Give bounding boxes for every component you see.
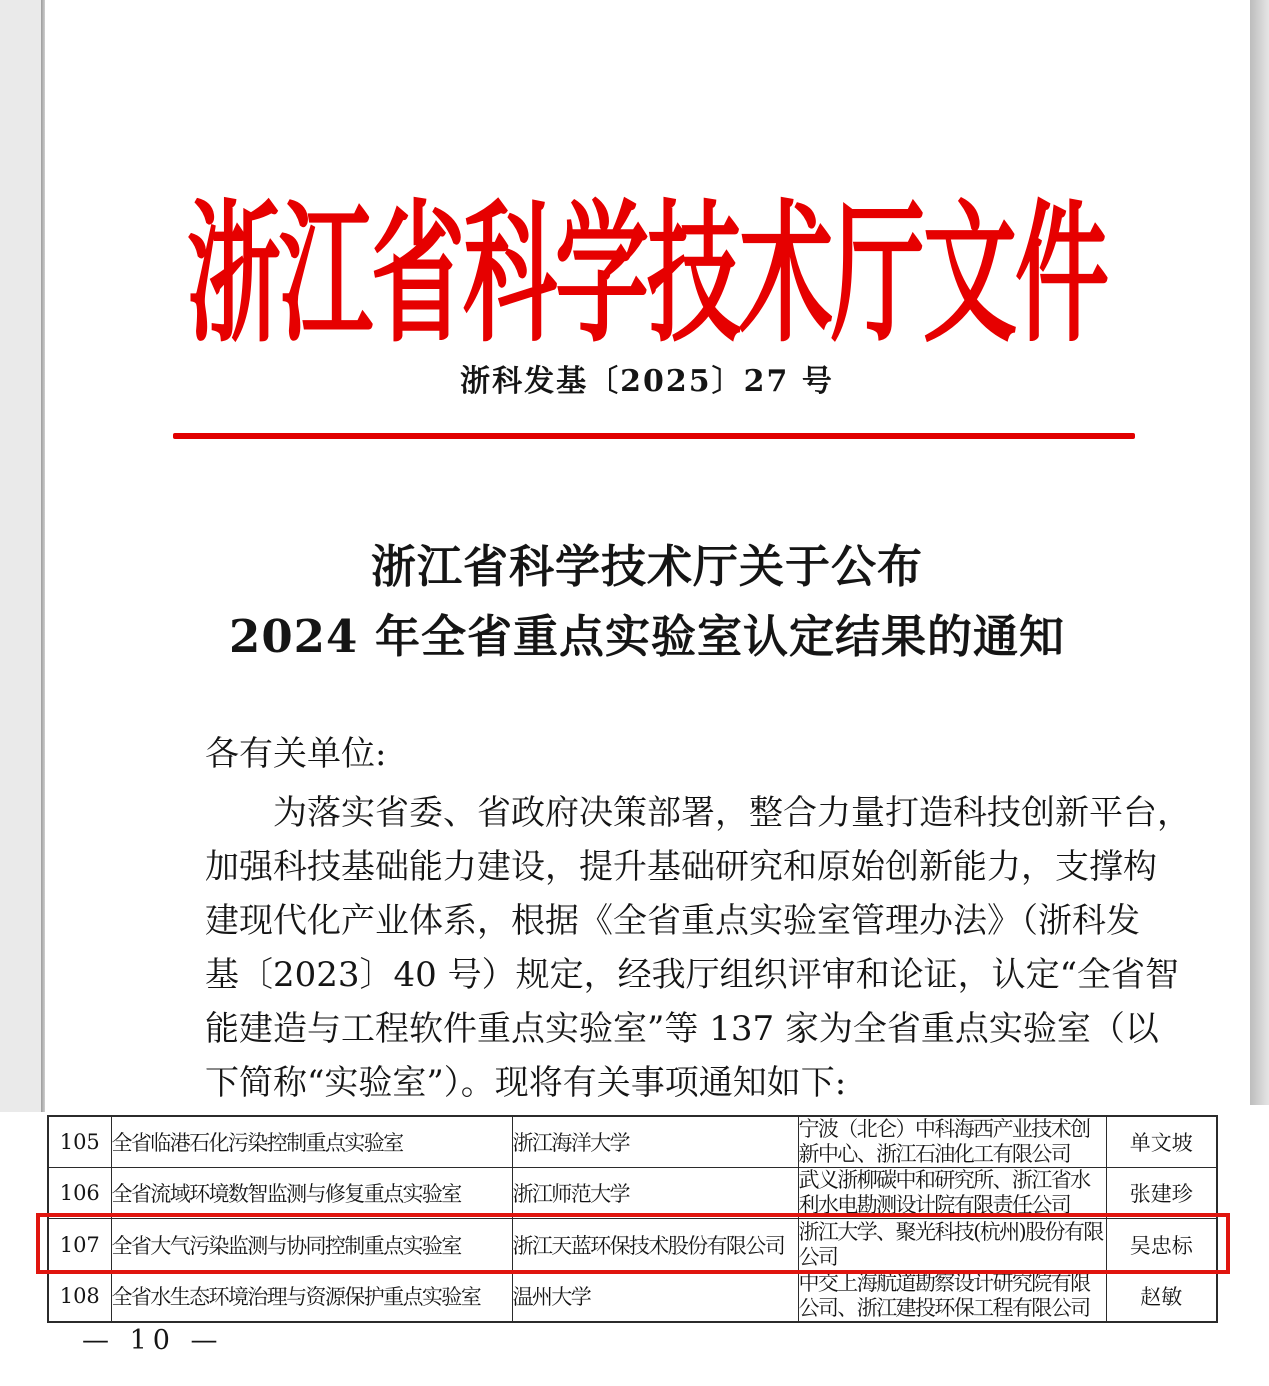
notice-subtitle-line-2: 2024 年全省重点实验室认定结果的通知 — [229, 610, 1065, 663]
page-right-edge-shadow — [1250, 0, 1269, 1105]
body-line-6: 下简称“实验室”）。现将有关事项通知如下: — [205, 1063, 847, 1103]
body-line-1: 为落实省委、省政府决策部署，整合力量打造科技创新平台， — [273, 793, 1191, 833]
table-row-108 — [48, 1271, 1217, 1323]
notice-subtitle-line-1: 浙江省科学技术厅关于公布 — [370, 540, 923, 593]
director-cell: 单文坡 — [1106, 1116, 1217, 1168]
body-paragraph — [205, 786, 1191, 1110]
director-cell: 赵敏 — [1106, 1271, 1217, 1323]
host-org-cell: 浙江师范大学 — [512, 1168, 798, 1219]
partner-org-cell: 宁波（北仑）中科海西产业技术创新中心、浙江石油化工有限公司 — [798, 1116, 1106, 1168]
table-row-105 — [48, 1116, 1217, 1168]
lab-name-cell: 全省水生态环境治理与资源保护重点实验室 — [111, 1271, 512, 1323]
body-line-2: 加强科技基础能力建设，提升基础研究和原始创新能力，支撑构 — [205, 847, 1157, 887]
page-number: — 10 — — [82, 1325, 224, 1356]
lab-name-cell: 全省临港石化污染控制重点实验室 — [111, 1116, 512, 1168]
director-cell: 张建珍 — [1106, 1168, 1217, 1219]
results-table — [47, 1115, 1218, 1323]
lab-name-cell: 全省大气污染监测与协同控制重点实验室 — [111, 1219, 512, 1271]
red-divider-rule — [173, 433, 1135, 439]
row-number-cell: 108 — [48, 1271, 111, 1323]
results-table-body — [48, 1116, 1217, 1322]
viewer-left-margin — [0, 0, 41, 1112]
row-number-cell: 107 — [48, 1219, 111, 1271]
director-cell: 吴忠标 — [1106, 1219, 1217, 1271]
partner-org-cell: 浙江大学、聚光科技(杭州)股份有限公司 — [798, 1219, 1106, 1271]
table-row-107 — [48, 1219, 1217, 1271]
row-number-cell: 106 — [48, 1168, 111, 1219]
body-line-3: 建现代化产业体系，根据《全省重点实验室管理办法》（浙科发 — [205, 901, 1140, 941]
document-title: 浙江省科学技术厅文件 — [186, 186, 1107, 365]
lab-name-cell: 全省流域环境数智监测与修复重点实验室 — [111, 1168, 512, 1219]
host-org-cell: 温州大学 — [512, 1271, 798, 1323]
body-line-5: 能建造与工程软件重点实验室”等 137 家为全省重点实验室（以 — [205, 1009, 1159, 1049]
host-org-cell: 浙江海洋大学 — [512, 1116, 798, 1168]
table-row-106 — [48, 1168, 1217, 1219]
table-page-section — [0, 1113, 1269, 1386]
row-number-cell: 105 — [48, 1116, 111, 1168]
partner-org-cell: 武义浙柳碳中和研究所、浙江省水利水电勘测设计院有限责任公司 — [798, 1168, 1106, 1219]
host-org-cell: 浙江天蓝环保技术股份有限公司 — [512, 1219, 798, 1271]
salutation: 各有关单位: — [205, 734, 387, 774]
body-line-4: 基〔2023〕40 号）规定，经我厅组织评审和论证，认定“全省智 — [205, 955, 1179, 995]
partner-org-cell: 中交上海航道勘察设计研究院有限公司、浙江建投环保工程有限公司 — [798, 1271, 1106, 1323]
document-number: 浙科发基〔2025〕27 号 — [460, 364, 834, 399]
